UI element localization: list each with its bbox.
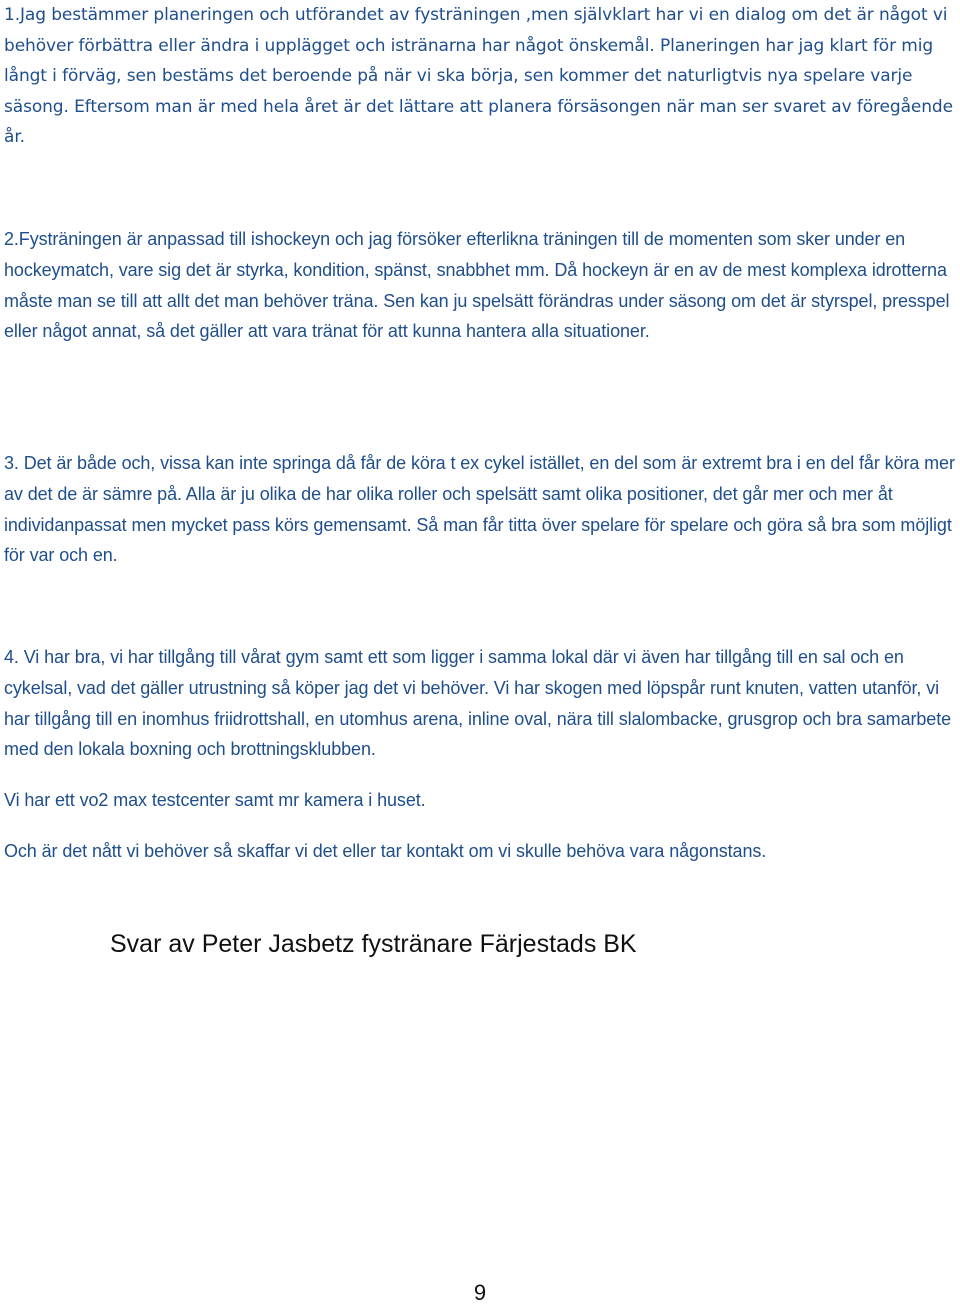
signature-line: Svar av Peter Jasbetz fystränare Färjestads BK bbox=[110, 930, 637, 958]
answer-paragraph-2: 2.Fysträningen är anpassad till ishockeyn och jag försöker efterlikna träningen till de momenten som sker under en hockeymatch, vare sig det är styrka, kondition, spänst, snabbhet mm. Då hockeyn är en av de mest komplexa idrotterna måste man se till att allt det man behöver träna. Sen kan ju spelsätt förändras under säsong om det är styrspel, presspel eller något annat, så det gäller att vara tränat för att kunna hantera alla situationer. bbox=[4, 229, 950, 342]
answer-paragraph-1: 1.Jag bestämmer planeringen och utförandet av fysträningen ,men självklart har vi en dialog om det är något vi behöver förbättra eller ändra i upplägget och istränarna har något önskemål. Planeringen har jag klart för mig långt i förväg, sen bestäms det beroende på när vi ska börja, sen kommer det naturligtvis nya spelare varje säsong. Eftersom man är med hela året är det lättare att planera försäsongen när man ser svaret av föregående år. bbox=[4, 5, 953, 148]
answer-note-contact: Och är det nått vi behöver så skaffar vi det eller tar kontakt om vi skulle behöva vara någonstans. bbox=[4, 841, 767, 861]
answer-paragraph-4: 4. Vi har bra, vi har tillgång till vårat gym samt ett som ligger i samma lokal där vi även har tillgång till en sal och en cykelsal, vad det gäller utrustning så köper jag det vi behöver. Vi har skogen med löpspår runt knuten, vatten utanför, vi har tillgång till en inomhus friidrottshall, en utomhus arena, inline oval, nära till slalombacke, grusgrop och bra samarbete med den lokala boxning och brottningsklubben. bbox=[4, 647, 952, 760]
page-number: 9 bbox=[473, 1280, 487, 1305]
answer-note-testcenter: Vi har ett vo2 max testcenter samt mr kamera i huset. bbox=[4, 790, 426, 810]
answer-paragraph-3: 3. Det är både och, vissa kan inte springa då får de köra t ex cykel istället, en del som är extremt bra i en del får köra mer av det de är sämre på. Alla är ju olika de har olika roller och spelsätt samt olika positioner, det går mer och mer åt individanpassat men mycket pass körs gemensamt. Så man får titta över spelare för spelare och göra så bra som möjligt för var och en. bbox=[4, 453, 955, 566]
